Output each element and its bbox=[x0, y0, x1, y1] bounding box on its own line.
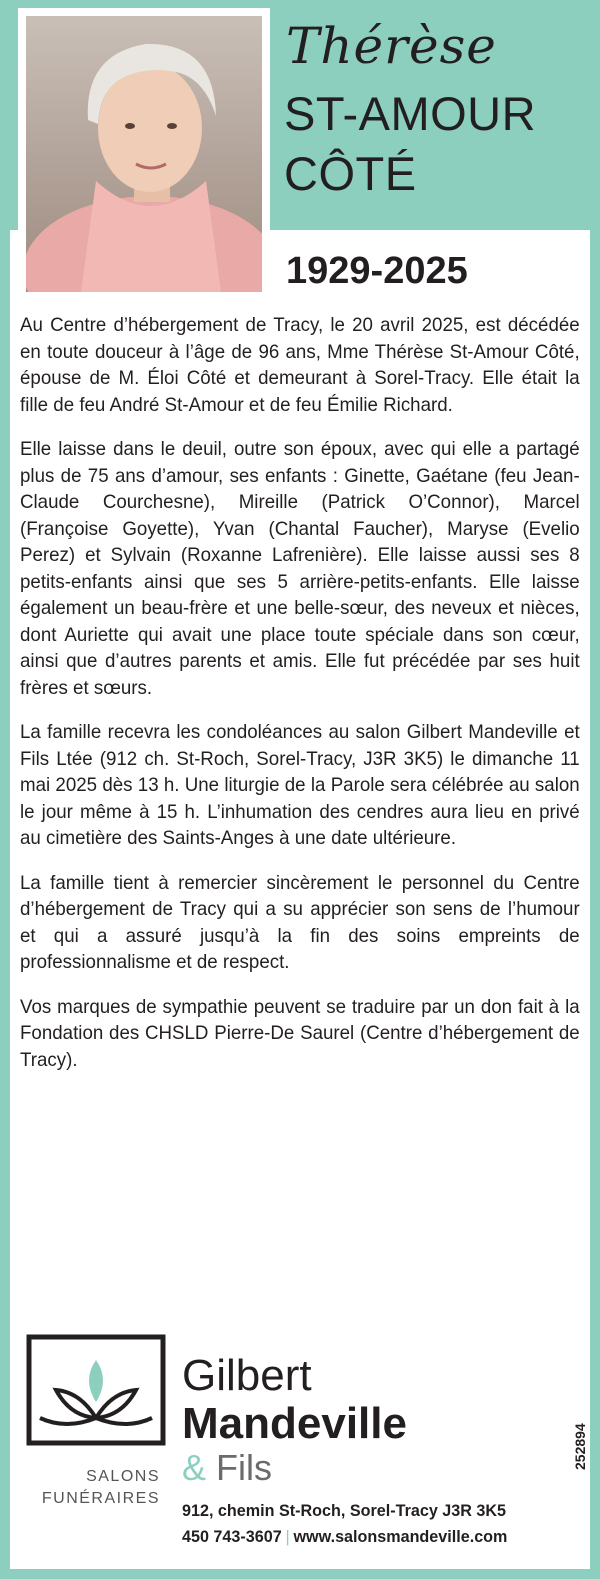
brand-fils-word: Fils bbox=[216, 1447, 273, 1488]
surname-line-1: ST-AMOUR bbox=[284, 87, 537, 140]
obituary-body bbox=[20, 312, 580, 1091]
paragraph-condolences: La famille recevra les condoléances au salon Gilbert Mandeville et Fils Ltée (912 ch. St-Roch, Sorel-Tracy, J3R 3K5) le dimanche 11 mai 2025 dès 13 h. Une liturgie de la Parole sera célébrée au salon le jour même à 15 h. L’inhumation des cendres aura lieu en privé au cimetière des Saints-Anges à une date ultérieure. bbox=[20, 721, 580, 849]
paragraph-thanks: La famille tient à remercier sincèrement le personnel du Centre d’hébergement de Tracy qui a su apprécier son sens de l’humour et qui a assuré jusqu’à la fin des soins empreints de professionnalisme et de respect. bbox=[20, 871, 580, 973]
brand-gilbert: Gilbert bbox=[182, 1351, 312, 1400]
brand-mandeville: Mandeville bbox=[182, 1399, 407, 1448]
website-link[interactable]: www.salonsmandeville.com bbox=[293, 1527, 508, 1546]
life-years: 1929-2025 bbox=[286, 250, 468, 292]
first-name: Thérèse bbox=[286, 17, 497, 75]
salons-word: SALONS bbox=[86, 1468, 160, 1485]
phone-number: 450 743-3607 bbox=[182, 1527, 282, 1546]
paragraph-donations: Vos marques de sympathie peuvent se traduire par un don fait à la Fondation des CHSLD Pierre-De Saurel (Centre d’hébergement de Tracy). bbox=[20, 995, 580, 1071]
funeral-home-brand bbox=[182, 1352, 407, 1488]
ad-number: 252894 bbox=[572, 1423, 588, 1470]
contact-line bbox=[182, 1524, 507, 1550]
portrait-photo bbox=[26, 16, 262, 292]
photo-frame bbox=[18, 8, 270, 300]
funeral-home-contact bbox=[182, 1498, 507, 1550]
contact-separator: | bbox=[285, 1527, 290, 1546]
brand-ampersand: & bbox=[182, 1447, 207, 1488]
lotus-logo-icon bbox=[26, 1334, 166, 1446]
surname bbox=[284, 84, 536, 204]
paragraph-death: Au Centre d’hébergement de Tracy, le 20 avril 2025, est décédée en toute douceur à l’âge de 96 ans, Mme Thérèse St-Amour Côté, épouse de M. Éloi Côté et demeurant à Sorel-Tracy. Elle était la fille de feu André St-Amour et de feu Émilie Richard. bbox=[20, 314, 580, 416]
salons-funeraires-label bbox=[26, 1466, 160, 1510]
funeraires-word: FUNÉRAIRES bbox=[41, 1490, 160, 1507]
surname-line-2: CÔTÉ bbox=[284, 147, 417, 200]
paragraph-family: Elle laisse dans le deuil, outre son époux, avec qui elle a partagé plus de 75 ans d’amour, ses enfants : Ginette, Gaétane (feu Jean-Claude Courchesne), Mireille (Patrick O’Connor), Marcel (Françoise Goyette), Yvan (Chantal Faucher), Maryse (Evelio Perez) et Sylvain (Roxanne Lafrenière). Elle laisse aussi ses 8 petits-enfants ainsi que ses 5 arrière-petits-enfants. Elle laisse également un beau-frère et une belle-sœur, des neveux et nièces, dont Auriette qui avait une place toute spéciale dans son cœur, ainsi que d’autres parents et amis. Elle fut précédée par ses huit frères et sœurs. bbox=[20, 438, 580, 699]
brand-fils bbox=[182, 1448, 407, 1488]
funeral-home-address: 912, chemin St-Roch, Sorel-Tracy J3R 3K5 bbox=[182, 1501, 507, 1520]
